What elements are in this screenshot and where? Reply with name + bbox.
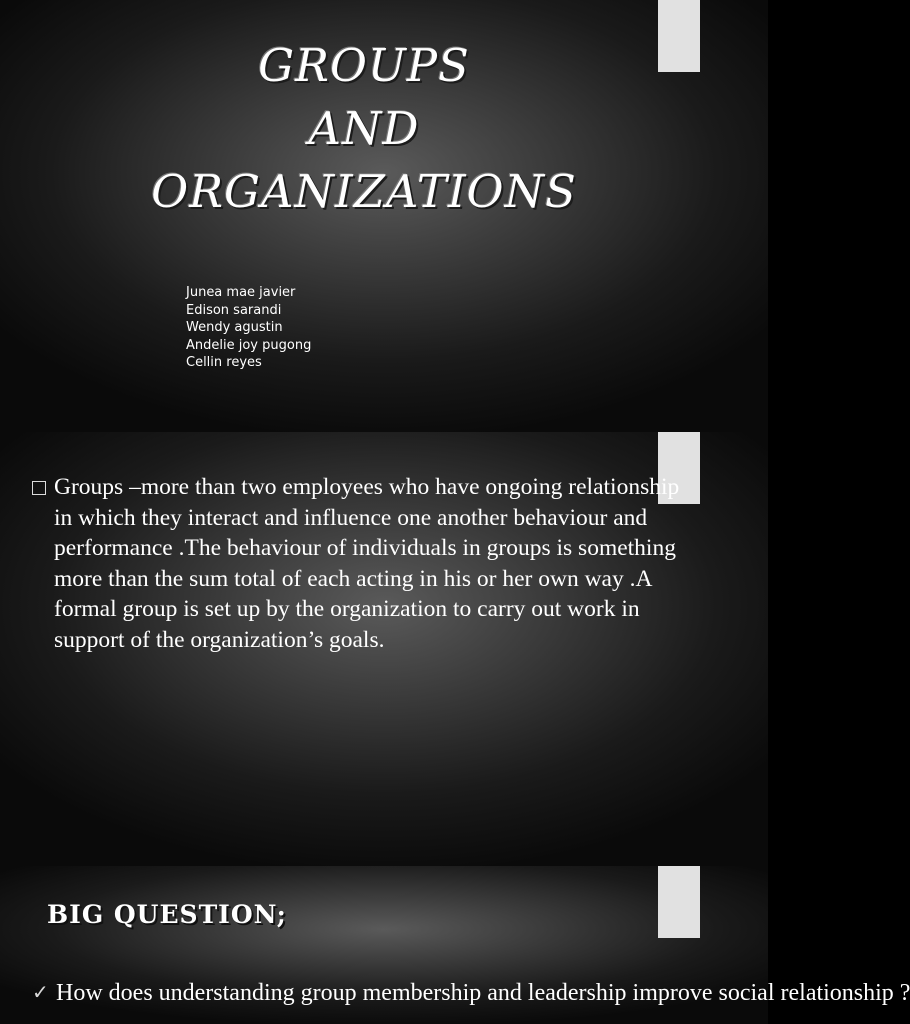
bullet-text: Groups –more than two employees who have ongoing relationship in which they interact and influence one another behaviour and performance .The behaviour of individuals in groups is something more than the sum total of each acting in his or her own way .A formal group is set up by the organization to carry out work in support of the organization’s goals. (54, 474, 680, 653)
slide-heading: BIG QUESTION; (47, 900, 287, 929)
author-name: Andelie joy pugong (186, 337, 312, 353)
author-name: Cellin reyes (186, 355, 262, 370)
author-name: Junea mae javier (186, 285, 296, 300)
title-line: AND (308, 102, 420, 155)
author-name: Edison sarandi (186, 302, 282, 318)
author-name: Wendy agustin (186, 320, 283, 335)
title-slide (0, 0, 768, 432)
title-line: ORGANIZATIONS (151, 165, 577, 218)
question-slide (0, 866, 910, 1024)
checkmark-icon: ✓ (32, 980, 49, 1004)
definition-slide (0, 432, 768, 866)
check-item (32, 978, 910, 1008)
author-list (186, 284, 311, 372)
square-bullet-icon (32, 481, 46, 495)
slide-tab-marker (658, 866, 700, 938)
slide-title (0, 34, 728, 223)
bullet-item (32, 472, 692, 656)
title-line: GROUPS (258, 39, 470, 92)
check-text: How does understanding group membership and leadership improve social relationship ? (56, 980, 910, 1006)
